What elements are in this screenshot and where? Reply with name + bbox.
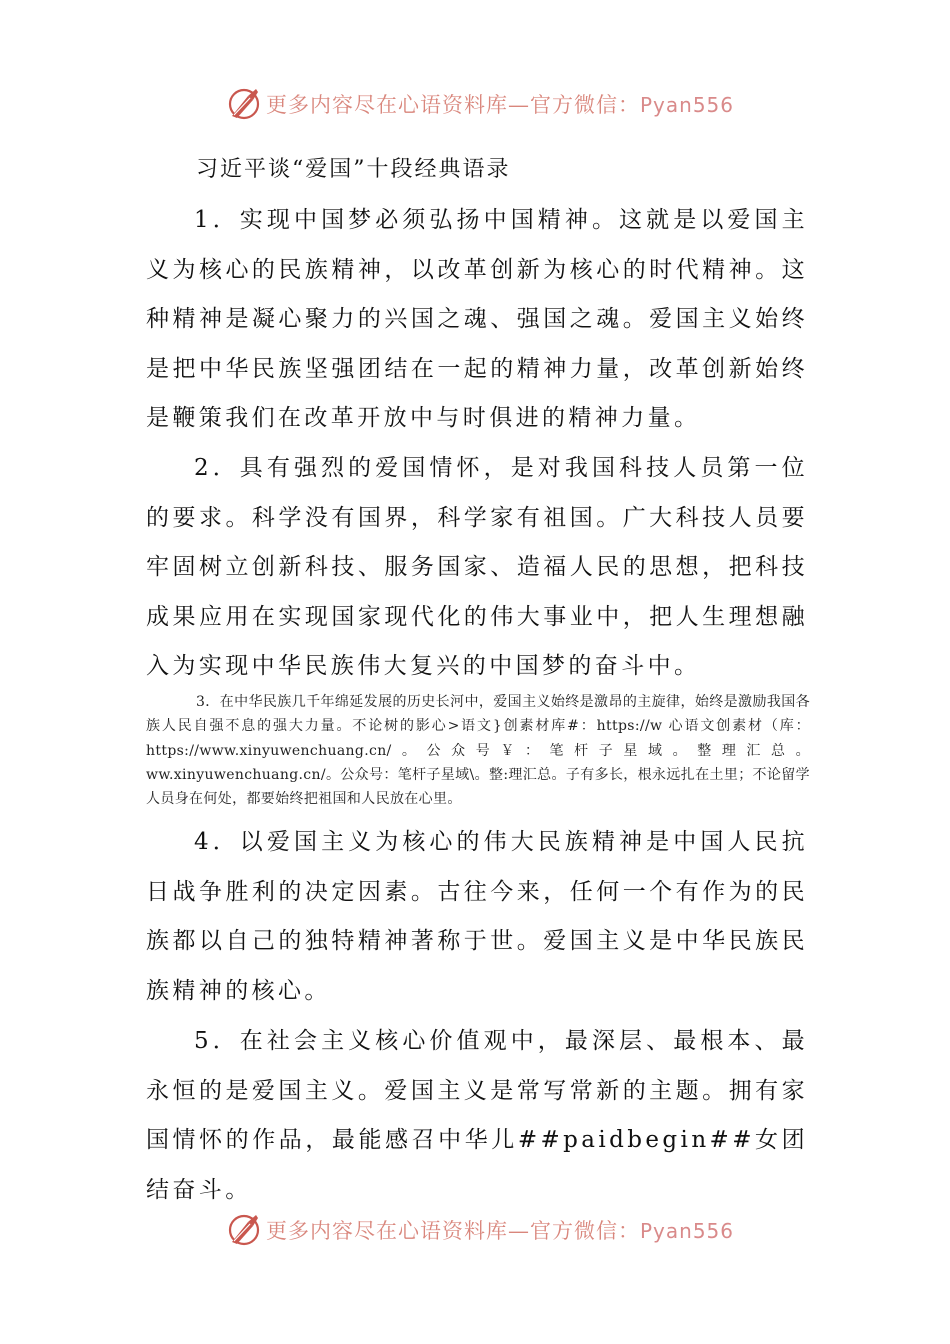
header-banner-text xyxy=(266,89,734,119)
document-title: 习近平谈“爱国”十段经典语录 xyxy=(196,157,511,182)
footer-banner-text xyxy=(266,1215,734,1245)
paragraph-1: 1．实现中国梦必须弘扬中国精神。这就是以爱国主义为核心的民族精神，以改革创新为核心的时代精神。这种精神是凝心聚力的兴国之魂、强国之魂。爱国主义始终是把中华民族坚强团结在一起的精神力量，改革创新始终是鞭策我们在改革开放中与时俱进的精神力量。 xyxy=(146,207,808,432)
header-wechat-id: Pyan556 xyxy=(640,93,735,117)
paragraph-2: 2．具有强烈的爱国情怀，是对我国科技人员第一位的要求。科学没有国界，科学家有祖国。广大科技人员要牢固树立创新科技、服务国家、造福人民的思想，把科技成果应用在实现国家现代化的伟大事业中，把人生理想融入为实现中华民族伟大复兴的中国梦的奋斗中。 xyxy=(146,455,808,680)
pen-nib-logo-icon xyxy=(226,86,262,122)
footer-banner-label: 更多内容尽在心语资料库—官方微信： xyxy=(266,1219,640,1243)
footer-wechat-id: Pyan556 xyxy=(640,1219,735,1243)
paragraph-4: 4．以爱国主义为核心的伟大民族精神是中国人民抗日战争胜利的决定因素。古往今来，任何一个有作为的民族都以自己的独特精神著称于世。爱国主义是中华民族民族精神的核心。 xyxy=(146,829,808,1004)
pen-nib-logo-icon xyxy=(226,1212,262,1248)
header-banner-label: 更多内容尽在心语资料库—官方微信： xyxy=(266,93,640,117)
header-banner xyxy=(226,84,734,124)
paragraph-3: 3．在中华民族几千年绵延发展的历史长河中，爱国主义始终是激昂的主旋律，始终是激励我国各族人民自强不息的强大力量。不论树的影心>语文}创素材库#：https://w 心语文创素材（库：https://www.xinyuwenchuang.cn/。公众号￥：笔杆子星域。整理汇总。ww.xinyuwenchuang.cn/。公众号：笔杆子星域\。整:理汇总。子有多长，根永远扎在土里；不论留学人员身在何处，都要始终把祖国和人民放在心里。 xyxy=(146,694,810,808)
footer-banner xyxy=(226,1210,734,1250)
paragraph-5: 5．在社会主义核心价值观中，最深层、最根本、最永恒的是爱国主义。爱国主义是常写常新的主题。拥有家国情怀的作品，最能感召中华儿##paidbegin##女团结奋斗。 xyxy=(146,1028,808,1203)
